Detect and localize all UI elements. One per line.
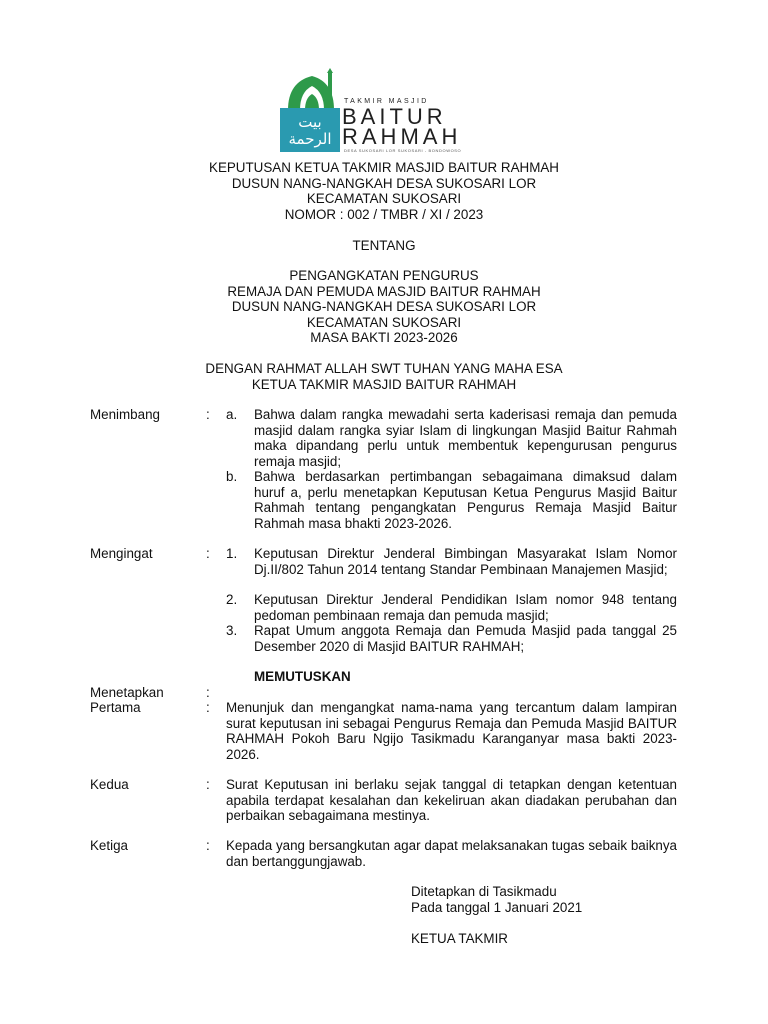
signature-place: Ditetapkan di Tasikmadu: [411, 884, 557, 899]
kedua-colon: :: [206, 777, 210, 792]
menimbang-label: Menimbang: [90, 407, 160, 422]
menetapkan-label: Menetapkan: [90, 685, 164, 700]
menimbang-colon: :: [206, 407, 210, 422]
logo-arabic: بيت الرحمة: [288, 113, 332, 148]
subject-line-3: DUSUN NANG-NANGKAH DESA SUKOSARI LOR: [231, 299, 537, 314]
decree-title: [0, 160, 768, 222]
logo-small-top: TAKMIR MASJID: [344, 98, 429, 105]
subject-line-2: REMAJA DAN PEMUDA MASJID BAITUR RAHMAH: [227, 283, 541, 299]
menetapkan-colon: :: [206, 685, 210, 700]
invocation-line-1: DENGAN RAHMAT ALLAH SWT TUHAN YANG MAHA ESA: [205, 361, 563, 376]
menimbang-marker-a: a.: [226, 407, 238, 422]
subject-line-4: KECAMATAN SUKOSARI: [306, 314, 462, 330]
header-line-2: DUSUN NANG-NANGKAH DESA SUKOSARI LOR: [231, 175, 537, 191]
mengingat-text-1: Keputusan Direktur Jenderal Bimbingan Masyarakat Islam Nomor Dj.II/802 Tahun 2014 tentang Standar Pembinaan Manajemen Masjid;: [254, 546, 677, 577]
logo-name-line1: BAITUR: [342, 104, 447, 129]
mengingat-marker-2: 2.: [226, 592, 238, 607]
header-line-1: KEPUTUSAN KETUA TAKMIR MASJID BAITUR RAHMAH: [209, 160, 559, 175]
mengingat-colon: :: [206, 546, 210, 561]
ketiga-label: Ketiga: [90, 838, 128, 853]
menimbang-text-b: Bahwa berdasarkan pertimbangan sebagaimana dimaksud dalam huruf a, perlu menetapkan Keputusan Ketua Pengurus Masjid Baitur Rahmah tentang pengangkatan Pengurus Remaja Masjid Baitur Rahmah masa bhakti 2023-2026.: [254, 469, 677, 531]
logo-name-line2: RAHMAH: [342, 124, 462, 149]
kedua-label: Kedua: [90, 777, 129, 792]
mengingat-marker-3: 3.: [226, 623, 238, 638]
signature-title: KETUA TAKMIR: [411, 931, 508, 946]
ketiga-text: Kepada yang bersangkutan agar dapat melaksanakan tugas sebaik baiknya dan bertanggungjawab.: [226, 838, 677, 869]
decree-subject: [0, 268, 768, 346]
mosque-logo: [278, 68, 478, 156]
memutuskan-heading: MEMUTUSKAN: [254, 669, 351, 684]
ketiga-colon: :: [206, 838, 210, 853]
subject-line-1: PENGANGKATAN PENGURUS: [289, 268, 479, 283]
header-line-3: KECAMATAN SUKOSARI: [306, 191, 462, 206]
pertama-text: Menunjuk dan mengangkat nama-nama yang tercantum dalam lampiran surat keputusan ini sebagai Pengurus Remaja dan Pemuda Masjid BAITUR RAHMAH Pokoh Baru Ngijo Tasikmadu Karanganyar masa bakti 2023-2026.: [226, 700, 677, 762]
invocation-line-2: KETUA TAKMIR MASJID BAITUR RAHMAH: [251, 376, 517, 392]
mengingat-text-2: Keputusan Direktur Jenderal Pendidikan Islam nomor 948 tentang pedoman pembinaan remaja dan pemuda masjid;: [254, 592, 677, 623]
decree-number: NOMOR : 002 / TMBR / XI / 2023: [284, 206, 484, 222]
pertama-colon: :: [206, 700, 210, 715]
kedua-text: Surat Keputusan ini berlaku sejak tanggal di tetapkan dengan ketentuan apabila terdapat kesalahan dan kekeliruan akan diadakan perubahan dan perbaikan sebagaimana mestinya.: [226, 777, 677, 823]
logo-tagline: DESA SUKOSARI LOR SUKOSARI - BONDOWOSO: [344, 148, 462, 153]
menimbang-text-a: Bahwa dalam rangka mewadahi serta kaderisasi remaja dan pemuda masjid dalam rangka syiar Islam di lingkungan Masjid Baitur Rahmah maka dipandang perlu untuk membentuk kepengurusan pengurus remaja masjid;: [254, 407, 677, 469]
mengingat-marker-1: 1.: [226, 546, 238, 561]
subject-line-5: MASA BAKTI 2023-2026: [310, 330, 458, 345]
invocation: [0, 361, 768, 392]
signature-date: Pada tanggal 1 Januari 2021: [411, 900, 583, 915]
pertama-label: Pertama: [90, 700, 141, 715]
menimbang-marker-b: b.: [226, 469, 238, 484]
mengingat-text-3: Rapat Umum anggota Remaja dan Pemuda Masjid pada tanggal 25 Desember 2020 di Masjid BAITUR RAHMAH;: [254, 623, 677, 654]
mengingat-label: Mengingat: [90, 546, 153, 561]
tentang-heading: TENTANG: [352, 238, 416, 253]
